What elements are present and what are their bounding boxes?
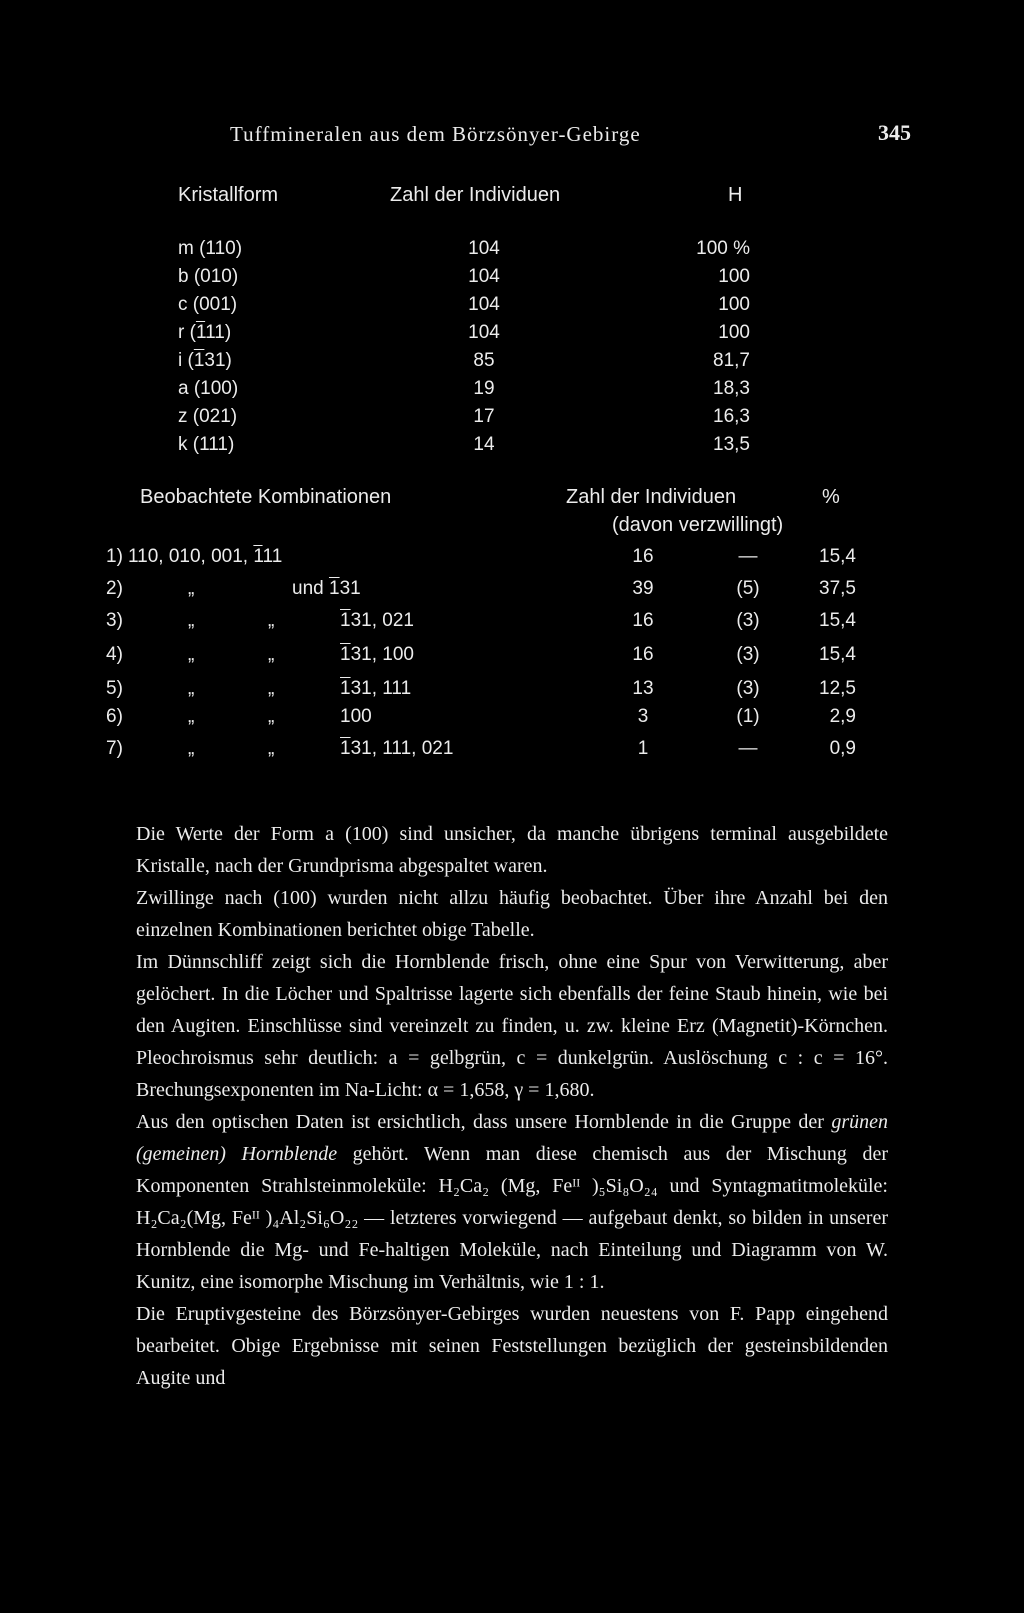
table2-header-twinned: (davon verzwillingt) bbox=[612, 514, 784, 536]
combination-text: und bbox=[292, 578, 329, 599]
table2-header-count: Zahl der Individuen bbox=[566, 486, 737, 508]
twin-cell: (1) bbox=[736, 706, 760, 727]
row-number: 4) bbox=[106, 644, 123, 665]
form-prefix: r ( bbox=[178, 322, 196, 343]
percent-cell: 15,4 bbox=[819, 610, 856, 631]
count-cell: 104 bbox=[468, 238, 500, 259]
combination-text: 31 bbox=[339, 578, 361, 599]
combination-text: 31, 111 bbox=[350, 678, 412, 699]
combination-cell bbox=[340, 610, 414, 632]
form-cell: b (010) bbox=[178, 266, 239, 287]
combination-cell bbox=[292, 578, 361, 600]
combination-overline: 1 bbox=[328, 578, 340, 599]
combination-cell bbox=[340, 738, 453, 760]
paragraph-text: gehört. Wenn man diese chemisch aus der Mischung der Komponenten Strahlsteinmoleküle: H₂Ca₂ (Mg, Feᴵᴵ )₅Si₈O₂₄ und Syntagmatitmoleküle: H₂Ca₂(Mg, Feᴵᴵ )₄Al₂Si₆O₂₂ — letzteres vorwiegend — aufgebaut denkt, so bilden in unserer Hornblende die Mg- und Fe-haltigen Moleküle, nach Einteilung und Diagramm von W. Kunitz, eine isomorphe Mischung im Verhältnis, wie 1 : 1. bbox=[136, 1143, 888, 1293]
ditto-mark: „ bbox=[268, 706, 275, 727]
table2-row bbox=[0, 738, 1024, 768]
twin-cell: — bbox=[738, 738, 758, 759]
combination-overline: 1 bbox=[340, 644, 351, 665]
row-number: 2) bbox=[106, 578, 123, 599]
table2-row bbox=[0, 610, 1024, 640]
table1-row bbox=[0, 378, 1024, 406]
ditto-mark: „ bbox=[188, 678, 195, 699]
twin-cell: (3) bbox=[736, 678, 760, 699]
form-cell: a (100) bbox=[178, 378, 239, 399]
combination-cell: 100 bbox=[340, 706, 372, 727]
row-number: 5) bbox=[106, 678, 123, 699]
form-suffix: 31) bbox=[204, 350, 232, 371]
table1-row bbox=[0, 434, 1024, 462]
form-overline: 1 bbox=[195, 322, 206, 343]
h-cell: 16,3 bbox=[713, 406, 750, 427]
table1-row bbox=[0, 266, 1024, 294]
twin-cell: — bbox=[738, 546, 758, 567]
count-cell: 16 bbox=[632, 546, 654, 567]
paragraph-thin-section: Im Dünnschliff zeigt sich die Hornblende frisch, ohne eine Spur von Verwitterung, aber gelöchert. In die Löcher und Spaltrisse lagerte sich ebenfalls der feine Staub hinein, wie bei den Augiten. Einschlüsse sind vereinzelt zu finden, u. zw. kleine Erz (Magnetit)-Körnchen. Pleochroismus sehr deutlich: a = gelbgrün, c = dunkelgrün. Auslöschung c : c = 16°. Brechungsexponenten im Na-Licht: α = 1,658, γ = 1,680. bbox=[136, 951, 888, 1101]
twin-cell: (5) bbox=[736, 578, 760, 599]
paragraph-twins: Zwillinge nach (100) wurden nicht allzu häufig beobachtet. Über ihre Anzahl bei den einzelnen Kombinationen berichtet obige Tabelle. bbox=[136, 887, 888, 941]
ditto-mark: „ bbox=[188, 610, 195, 631]
form-cell bbox=[178, 322, 231, 344]
row-number: 3) bbox=[106, 610, 123, 631]
table1-header-count: Zahl der Individuen bbox=[390, 184, 561, 206]
form-prefix: i ( bbox=[178, 350, 194, 371]
combination-overline: 1 bbox=[340, 610, 351, 631]
table1-row bbox=[0, 322, 1024, 350]
percent-cell: 37,5 bbox=[819, 578, 856, 599]
percent-cell: 12,5 bbox=[819, 678, 856, 699]
table2-row bbox=[0, 706, 1024, 736]
h-cell: 100 bbox=[718, 266, 750, 287]
table1-row bbox=[0, 294, 1024, 322]
count-cell: 3 bbox=[637, 706, 649, 727]
count-cell: 17 bbox=[473, 406, 495, 427]
form-suffix: 11) bbox=[205, 322, 232, 343]
row-number: 7) bbox=[106, 738, 123, 759]
ditto-mark: „ bbox=[268, 678, 275, 699]
table2-row bbox=[0, 644, 1024, 674]
body-text bbox=[136, 818, 888, 1394]
form-cell: c (001) bbox=[178, 294, 238, 315]
h-cell: 18,3 bbox=[713, 378, 750, 399]
paragraph-text: Aus den optischen Daten ist ersichtlich, dass unsere Hornblende in die Gruppe der bbox=[136, 1111, 832, 1133]
table2-header-combinations: Beobachtete Kombinationen bbox=[140, 486, 392, 508]
table2-header-percent: % bbox=[822, 486, 840, 508]
combination-overline: 1 bbox=[253, 546, 263, 567]
count-cell: 39 bbox=[632, 578, 654, 599]
count-cell: 13 bbox=[632, 678, 654, 699]
twin-cell: (3) bbox=[736, 610, 760, 631]
running-header: Tuffmineralen aus dem Börzsönyer-Gebirge bbox=[230, 122, 641, 146]
paragraph-optical-data bbox=[136, 1106, 888, 1298]
form-cell: k (111) bbox=[178, 434, 235, 455]
percent-cell: 2,9 bbox=[829, 706, 856, 727]
combination-text: 31, 021 bbox=[350, 610, 414, 631]
h-cell: 100 bbox=[718, 294, 750, 315]
twin-cell: (3) bbox=[736, 644, 760, 665]
count-cell: 16 bbox=[632, 610, 654, 631]
count-cell: 104 bbox=[468, 294, 500, 315]
combination-cell bbox=[340, 644, 414, 666]
percent-cell: 0,9 bbox=[829, 738, 856, 759]
percent-cell: 15,4 bbox=[819, 546, 856, 567]
h-cell: 13,5 bbox=[713, 434, 750, 455]
count-cell: 16 bbox=[632, 644, 654, 665]
table2-row bbox=[0, 578, 1024, 608]
table1-header-form: Kristallform bbox=[178, 184, 279, 206]
form-overline: 1 bbox=[193, 350, 205, 371]
count-cell: 104 bbox=[468, 322, 500, 343]
form-cell: m (110) bbox=[178, 238, 243, 259]
count-cell: 14 bbox=[473, 434, 495, 455]
ditto-mark: „ bbox=[188, 644, 195, 665]
table2-row bbox=[0, 678, 1024, 708]
ditto-mark: „ bbox=[188, 738, 195, 759]
ditto-mark: „ bbox=[268, 738, 275, 759]
h-cell: 81,7 bbox=[713, 350, 750, 371]
combination-text: 31, 100 bbox=[350, 644, 414, 665]
table1-row bbox=[0, 238, 1024, 266]
row-number: 6) bbox=[106, 706, 123, 727]
form-cell: z (021) bbox=[178, 406, 238, 427]
combination-overline: 1 bbox=[340, 678, 351, 699]
count-cell: 104 bbox=[468, 266, 500, 287]
ditto-mark: „ bbox=[188, 706, 195, 727]
h-cell: 100 % bbox=[696, 238, 750, 259]
paragraph-form-a: Die Werte der Form a (100) sind unsicher, da manche übrigens terminal ausgebildete Kristalle, nach der Grundprisma abgespaltet waren. bbox=[136, 823, 888, 877]
combination-overline: 1 bbox=[340, 738, 351, 759]
count-cell: 1 bbox=[637, 738, 649, 759]
form-cell bbox=[178, 350, 232, 372]
combination-text: 31, 111, 021 bbox=[350, 738, 454, 759]
combination-text: 110, 010, 001, bbox=[128, 546, 254, 567]
percent-cell: 15,4 bbox=[819, 644, 856, 665]
table1-row bbox=[0, 406, 1024, 434]
combination-cell bbox=[340, 678, 411, 700]
combination-text: 11 bbox=[262, 546, 283, 567]
ditto-mark: „ bbox=[268, 610, 275, 631]
page-number: 345 bbox=[878, 120, 911, 145]
table2-row bbox=[0, 546, 1024, 576]
table1-header-h: H bbox=[728, 184, 743, 206]
count-cell: 19 bbox=[473, 378, 495, 399]
combination-cell bbox=[128, 546, 282, 568]
h-cell: 100 bbox=[718, 322, 750, 343]
paragraph-eruptive-rocks: Die Eruptivgesteine des Börzsönyer-Gebirges wurden neuestens von F. Papp eingehend bearbeitet. Obige Ergebnisse mit seinen Feststellungen bezüglich der gesteinsbildenden Augite und bbox=[136, 1303, 888, 1389]
table1-row bbox=[0, 350, 1024, 378]
count-cell: 85 bbox=[473, 350, 495, 371]
ditto-mark: „ bbox=[188, 578, 195, 599]
row-number: 1) bbox=[106, 546, 123, 567]
ditto-mark: „ bbox=[268, 644, 275, 665]
hornblende-italic-term: grünen (gemeinen) Hornblende bbox=[136, 1111, 888, 1165]
